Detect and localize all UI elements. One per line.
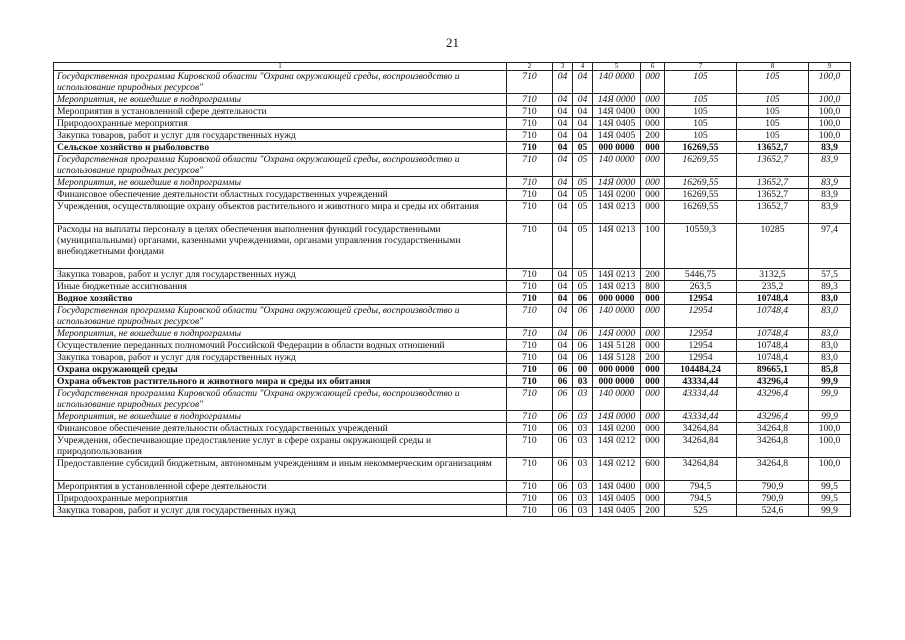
col-4-value: 04 xyxy=(573,94,593,106)
col-4-value: 05 xyxy=(573,269,593,281)
col-2-value: 710 xyxy=(507,130,553,142)
row-name: Закупка товаров, работ и услуг для государственных нужд xyxy=(54,352,507,364)
col-6-value: 000 xyxy=(641,493,665,505)
col-9-value: 99,5 xyxy=(809,493,851,505)
col-9-value: 99,5 xyxy=(809,481,851,493)
col-5-value: 14Я 0405 xyxy=(593,118,641,130)
col-5-value: 14Я 0213 xyxy=(593,201,641,224)
col-7-value: 794,5 xyxy=(665,481,737,493)
row-name: Сельское хозяйство и рыболовство xyxy=(54,142,507,154)
col-6-value: 000 xyxy=(641,388,665,411)
col-7-value: 34264,84 xyxy=(665,458,737,481)
row-name: Финансовое обеспечение деятельности областных государственных учреждений xyxy=(54,423,507,435)
col-4-value: 03 xyxy=(573,411,593,423)
col-7-value: 12954 xyxy=(665,305,737,328)
column-number: 5 xyxy=(593,63,641,71)
column-number: 4 xyxy=(573,63,593,71)
col-2-value: 710 xyxy=(507,142,553,154)
table-row xyxy=(54,224,851,269)
col-9-value: 83,0 xyxy=(809,293,851,305)
col-7-value: 12954 xyxy=(665,340,737,352)
col-5-value: 140 0000 xyxy=(593,305,641,328)
col-6-value: 000 xyxy=(641,118,665,130)
col-5-value: 000 0000 xyxy=(593,364,641,376)
col-3-value: 06 xyxy=(553,423,573,435)
col-5-value: 140 0000 xyxy=(593,154,641,177)
table-row xyxy=(54,118,851,130)
col-5-value: 14Я 0405 xyxy=(593,493,641,505)
col-4-value: 04 xyxy=(573,71,593,94)
col-2-value: 710 xyxy=(507,154,553,177)
col-2-value: 710 xyxy=(507,328,553,340)
col-8-value: 43296,4 xyxy=(737,388,809,411)
col-7-value: 263,5 xyxy=(665,281,737,293)
col-4-value: 06 xyxy=(573,305,593,328)
col-7-value: 43334,44 xyxy=(665,376,737,388)
table-row xyxy=(54,281,851,293)
col-7-value: 12954 xyxy=(665,352,737,364)
col-6-value: 000 xyxy=(641,364,665,376)
col-3-value: 06 xyxy=(553,411,573,423)
col-9-value: 100,0 xyxy=(809,435,851,458)
col-3-value: 04 xyxy=(553,352,573,364)
col-2-value: 710 xyxy=(507,481,553,493)
col-3-value: 04 xyxy=(553,293,573,305)
col-4-value: 00 xyxy=(573,364,593,376)
col-5-value: 000 0000 xyxy=(593,376,641,388)
col-8-value: 790,9 xyxy=(737,481,809,493)
col-3-value: 06 xyxy=(553,493,573,505)
col-8-value: 524,6 xyxy=(737,505,809,517)
col-2-value: 710 xyxy=(507,71,553,94)
col-8-value: 34264,8 xyxy=(737,458,809,481)
column-number: 9 xyxy=(809,63,851,71)
row-name: Финансовое обеспечение деятельности областных государственных учреждений xyxy=(54,189,507,201)
table-row xyxy=(54,493,851,505)
col-4-value: 03 xyxy=(573,376,593,388)
column-number: 3 xyxy=(553,63,573,71)
col-7-value: 16269,55 xyxy=(665,154,737,177)
col-8-value: 89665,1 xyxy=(737,364,809,376)
col-5-value: 14Я 0000 xyxy=(593,328,641,340)
col-7-value: 105 xyxy=(665,106,737,118)
table-row xyxy=(54,423,851,435)
col-2-value: 710 xyxy=(507,411,553,423)
row-name: Мероприятия, не вошедшие в подпрограммы xyxy=(54,411,507,423)
col-8-value: 13652,7 xyxy=(737,201,809,224)
col-7-value: 16269,55 xyxy=(665,189,737,201)
col-4-value: 03 xyxy=(573,435,593,458)
col-9-value: 100,0 xyxy=(809,94,851,106)
col-7-value: 34264,84 xyxy=(665,423,737,435)
col-7-value: 16269,55 xyxy=(665,201,737,224)
row-name: Иные бюджетные ассигнования xyxy=(54,281,507,293)
col-2-value: 710 xyxy=(507,388,553,411)
col-3-value: 04 xyxy=(553,340,573,352)
col-9-value: 99,9 xyxy=(809,388,851,411)
col-6-value: 000 xyxy=(641,328,665,340)
col-2-value: 710 xyxy=(507,177,553,189)
col-5-value: 14Я 0000 xyxy=(593,94,641,106)
col-6-value: 000 xyxy=(641,305,665,328)
col-2-value: 710 xyxy=(507,458,553,481)
col-9-value: 89,3 xyxy=(809,281,851,293)
col-2-value: 710 xyxy=(507,281,553,293)
col-9-value: 83,9 xyxy=(809,142,851,154)
col-9-value: 83,9 xyxy=(809,177,851,189)
col-7-value: 12954 xyxy=(665,293,737,305)
col-4-value: 06 xyxy=(573,352,593,364)
col-8-value: 10748,4 xyxy=(737,340,809,352)
column-number-row xyxy=(54,63,851,71)
col-6-value: 000 xyxy=(641,71,665,94)
col-6-value: 200 xyxy=(641,505,665,517)
col-9-value: 100,0 xyxy=(809,71,851,94)
col-6-value: 000 xyxy=(641,106,665,118)
col-6-value: 000 xyxy=(641,154,665,177)
row-name: Закупка товаров, работ и услуг для государственных нужд xyxy=(54,269,507,281)
col-7-value: 104484,24 xyxy=(665,364,737,376)
col-2-value: 710 xyxy=(507,423,553,435)
col-5-value: 14Я 0213 xyxy=(593,224,641,269)
col-2-value: 710 xyxy=(507,293,553,305)
col-4-value: 03 xyxy=(573,388,593,411)
col-8-value: 13652,7 xyxy=(737,177,809,189)
table-row xyxy=(54,481,851,493)
table-row xyxy=(54,388,851,411)
col-9-value: 100,0 xyxy=(809,106,851,118)
col-7-value: 794,5 xyxy=(665,493,737,505)
col-3-value: 04 xyxy=(553,224,573,269)
col-7-value: 34264,84 xyxy=(665,435,737,458)
col-7-value: 105 xyxy=(665,118,737,130)
table-row xyxy=(54,71,851,94)
col-6-value: 000 xyxy=(641,177,665,189)
col-8-value: 10748,4 xyxy=(737,305,809,328)
col-5-value: 000 0000 xyxy=(593,293,641,305)
table-row xyxy=(54,352,851,364)
table-row xyxy=(54,177,851,189)
col-3-value: 04 xyxy=(553,118,573,130)
row-name: Государственная программа Кировской области "Охрана окружающей среды, воспроизводство и использование природных ресурсов" xyxy=(54,305,507,328)
col-8-value: 43296,4 xyxy=(737,376,809,388)
col-8-value: 105 xyxy=(737,118,809,130)
col-8-value: 105 xyxy=(737,94,809,106)
col-4-value: 03 xyxy=(573,493,593,505)
col-8-value: 105 xyxy=(737,71,809,94)
table-row xyxy=(54,328,851,340)
col-4-value: 05 xyxy=(573,142,593,154)
col-8-value: 235,2 xyxy=(737,281,809,293)
col-9-value: 100,0 xyxy=(809,118,851,130)
row-name: Водное хозяйство xyxy=(54,293,507,305)
budget-table xyxy=(53,62,851,517)
row-name: Государственная программа Кировской области "Охрана окружающей среды, воспроизводство и использование природных ресурсов" xyxy=(54,388,507,411)
col-3-value: 04 xyxy=(553,328,573,340)
col-9-value: 83,0 xyxy=(809,328,851,340)
col-6-value: 000 xyxy=(641,201,665,224)
col-6-value: 200 xyxy=(641,130,665,142)
row-name: Расходы на выплаты персоналу в целях обеспечения выполнения функций государственными (муниципальными) органами, казенными учреждениями, органами управления государственными внебюджетными фондами xyxy=(54,224,507,269)
col-9-value: 83,9 xyxy=(809,154,851,177)
col-3-value: 06 xyxy=(553,458,573,481)
row-name: Учреждения, осуществляющие охрану объектов растительного и животного мира и среды их обитания xyxy=(54,201,507,224)
col-7-value: 16269,55 xyxy=(665,177,737,189)
col-8-value: 34264,8 xyxy=(737,435,809,458)
col-8-value: 43296,4 xyxy=(737,411,809,423)
col-9-value: 100,0 xyxy=(809,130,851,142)
col-4-value: 03 xyxy=(573,505,593,517)
col-8-value: 105 xyxy=(737,106,809,118)
row-name: Мероприятия в установленной сфере деятельности xyxy=(54,106,507,118)
col-2-value: 710 xyxy=(507,269,553,281)
col-2-value: 710 xyxy=(507,224,553,269)
row-name: Мероприятия, не вошедшие в подпрограммы xyxy=(54,177,507,189)
col-6-value: 000 xyxy=(641,340,665,352)
column-number: 8 xyxy=(737,63,809,71)
col-9-value: 99,9 xyxy=(809,411,851,423)
table-row xyxy=(54,305,851,328)
col-5-value: 14Я 0400 xyxy=(593,481,641,493)
col-6-value: 000 xyxy=(641,189,665,201)
col-8-value: 10748,4 xyxy=(737,352,809,364)
col-6-value: 800 xyxy=(641,281,665,293)
col-4-value: 05 xyxy=(573,224,593,269)
col-3-value: 04 xyxy=(553,189,573,201)
table-row xyxy=(54,269,851,281)
col-4-value: 05 xyxy=(573,189,593,201)
col-5-value: 14Я 0200 xyxy=(593,189,641,201)
col-8-value: 105 xyxy=(737,130,809,142)
col-5-value: 14Я 0212 xyxy=(593,458,641,481)
col-5-value: 14Я 0000 xyxy=(593,177,641,189)
col-3-value: 04 xyxy=(553,201,573,224)
page-number: 21 xyxy=(446,35,459,50)
col-2-value: 710 xyxy=(507,94,553,106)
col-2-value: 710 xyxy=(507,493,553,505)
col-4-value: 04 xyxy=(573,106,593,118)
table-row xyxy=(54,458,851,481)
col-5-value: 14Я 0000 xyxy=(593,411,641,423)
row-name: Государственная программа Кировской области "Охрана окружающей среды, воспроизводство и использование природных ресурсов" xyxy=(54,154,507,177)
col-5-value: 14Я 0213 xyxy=(593,281,641,293)
col-8-value: 13652,7 xyxy=(737,154,809,177)
col-9-value: 100,0 xyxy=(809,458,851,481)
col-6-value: 200 xyxy=(641,269,665,281)
row-name: Закупка товаров, работ и услуг для государственных нужд xyxy=(54,130,507,142)
table-row xyxy=(54,94,851,106)
col-4-value: 04 xyxy=(573,118,593,130)
col-4-value: 03 xyxy=(573,481,593,493)
col-2-value: 710 xyxy=(507,435,553,458)
col-7-value: 43334,44 xyxy=(665,388,737,411)
col-6-value: 000 xyxy=(641,376,665,388)
col-6-value: 000 xyxy=(641,94,665,106)
col-9-value: 99,9 xyxy=(809,505,851,517)
col-4-value: 05 xyxy=(573,201,593,224)
col-6-value: 100 xyxy=(641,224,665,269)
col-9-value: 97,4 xyxy=(809,224,851,269)
col-2-value: 710 xyxy=(507,201,553,224)
col-3-value: 04 xyxy=(553,71,573,94)
table-row xyxy=(54,201,851,224)
column-number: 2 xyxy=(507,63,553,71)
col-5-value: 14Я 0405 xyxy=(593,130,641,142)
col-4-value: 06 xyxy=(573,293,593,305)
column-number: 7 xyxy=(665,63,737,71)
col-3-value: 04 xyxy=(553,142,573,154)
col-7-value: 10559,3 xyxy=(665,224,737,269)
table-row xyxy=(54,154,851,177)
col-3-value: 04 xyxy=(553,106,573,118)
col-2-value: 710 xyxy=(507,340,553,352)
col-8-value: 10748,4 xyxy=(737,328,809,340)
col-2-value: 710 xyxy=(507,376,553,388)
col-2-value: 710 xyxy=(507,118,553,130)
col-4-value: 06 xyxy=(573,328,593,340)
row-name: Мероприятия, не вошедшие в подпрограммы xyxy=(54,94,507,106)
col-6-value: 000 xyxy=(641,142,665,154)
col-3-value: 06 xyxy=(553,388,573,411)
row-name: Государственная программа Кировской области "Охрана окружающей среды, воспроизводство и использование природных ресурсов" xyxy=(54,71,507,94)
col-5-value: 14Я 0400 xyxy=(593,106,641,118)
col-6-value: 000 xyxy=(641,411,665,423)
col-3-value: 04 xyxy=(553,130,573,142)
row-name: Предоставление субсидий бюджетным, автономным учреждениям и иным некоммерческим организациям xyxy=(54,458,507,481)
col-8-value: 10748,4 xyxy=(737,293,809,305)
col-6-value: 000 xyxy=(641,435,665,458)
col-9-value: 100,0 xyxy=(809,423,851,435)
col-3-value: 06 xyxy=(553,364,573,376)
col-6-value: 600 xyxy=(641,458,665,481)
col-2-value: 710 xyxy=(507,505,553,517)
col-5-value: 14Я 0200 xyxy=(593,423,641,435)
col-7-value: 105 xyxy=(665,71,737,94)
table-row xyxy=(54,505,851,517)
col-3-value: 04 xyxy=(553,94,573,106)
col-8-value: 34264,8 xyxy=(737,423,809,435)
col-8-value: 3132,5 xyxy=(737,269,809,281)
col-3-value: 04 xyxy=(553,305,573,328)
col-3-value: 04 xyxy=(553,154,573,177)
col-7-value: 5446,75 xyxy=(665,269,737,281)
col-9-value: 83,0 xyxy=(809,340,851,352)
table-row xyxy=(54,435,851,458)
col-4-value: 05 xyxy=(573,177,593,189)
row-name: Закупка товаров, работ и услуг для государственных нужд xyxy=(54,505,507,517)
col-3-value: 06 xyxy=(553,481,573,493)
table-row xyxy=(54,364,851,376)
col-7-value: 105 xyxy=(665,130,737,142)
table-row xyxy=(54,106,851,118)
row-name: Охрана объектов растительного и животного мира и среды их обитания xyxy=(54,376,507,388)
col-3-value: 06 xyxy=(553,435,573,458)
col-6-value: 000 xyxy=(641,423,665,435)
col-9-value: 83,0 xyxy=(809,352,851,364)
column-number: 6 xyxy=(641,63,665,71)
col-3-value: 04 xyxy=(553,281,573,293)
col-5-value: 14Я 5128 xyxy=(593,352,641,364)
col-5-value: 140 0000 xyxy=(593,71,641,94)
col-4-value: 04 xyxy=(573,130,593,142)
col-2-value: 710 xyxy=(507,352,553,364)
col-9-value: 99,9 xyxy=(809,376,851,388)
col-3-value: 06 xyxy=(553,376,573,388)
col-4-value: 03 xyxy=(573,458,593,481)
row-name: Осуществление переданных полномочий Российской Федерации в области водных отношений xyxy=(54,340,507,352)
col-6-value: 000 xyxy=(641,481,665,493)
table-row xyxy=(54,376,851,388)
col-2-value: 710 xyxy=(507,106,553,118)
col-8-value: 13652,7 xyxy=(737,189,809,201)
col-3-value: 06 xyxy=(553,505,573,517)
row-name: Мероприятия в установленной сфере деятельности xyxy=(54,481,507,493)
col-5-value: 000 0000 xyxy=(593,142,641,154)
row-name: Природоохранные мероприятия xyxy=(54,493,507,505)
col-9-value: 83,9 xyxy=(809,201,851,224)
col-6-value: 200 xyxy=(641,352,665,364)
col-5-value: 14Я 0212 xyxy=(593,435,641,458)
col-9-value: 83,0 xyxy=(809,305,851,328)
col-5-value: 14Я 5128 xyxy=(593,340,641,352)
row-name: Природоохранные мероприятия xyxy=(54,118,507,130)
table-row xyxy=(54,293,851,305)
row-name: Охрана окружающей среды xyxy=(54,364,507,376)
col-7-value: 12954 xyxy=(665,328,737,340)
table-row xyxy=(54,340,851,352)
col-2-value: 710 xyxy=(507,305,553,328)
col-7-value: 525 xyxy=(665,505,737,517)
col-2-value: 710 xyxy=(507,189,553,201)
col-6-value: 000 xyxy=(641,293,665,305)
col-5-value: 14Я 0405 xyxy=(593,505,641,517)
col-7-value: 43334,44 xyxy=(665,411,737,423)
col-7-value: 105 xyxy=(665,94,737,106)
col-4-value: 03 xyxy=(573,423,593,435)
table-row xyxy=(54,411,851,423)
row-name: Мероприятия, не вошедшие в подпрограммы xyxy=(54,328,507,340)
col-9-value: 85,8 xyxy=(809,364,851,376)
col-4-value: 05 xyxy=(573,281,593,293)
col-8-value: 13652,7 xyxy=(737,142,809,154)
col-7-value: 16269,55 xyxy=(665,142,737,154)
col-3-value: 04 xyxy=(553,269,573,281)
col-5-value: 140 0000 xyxy=(593,388,641,411)
col-8-value: 10285 xyxy=(737,224,809,269)
col-3-value: 04 xyxy=(553,177,573,189)
table-row xyxy=(54,142,851,154)
col-5-value: 14Я 0213 xyxy=(593,269,641,281)
row-name: Учреждения, обеспечивающие предоставление услуг в сфере охраны окружающей среды и природопользования xyxy=(54,435,507,458)
col-4-value: 06 xyxy=(573,340,593,352)
col-9-value: 57,5 xyxy=(809,269,851,281)
col-8-value: 790,9 xyxy=(737,493,809,505)
col-2-value: 710 xyxy=(507,364,553,376)
column-number: 1 xyxy=(54,63,507,71)
table-row xyxy=(54,189,851,201)
col-4-value: 05 xyxy=(573,154,593,177)
table-row xyxy=(54,130,851,142)
col-9-value: 83,9 xyxy=(809,189,851,201)
